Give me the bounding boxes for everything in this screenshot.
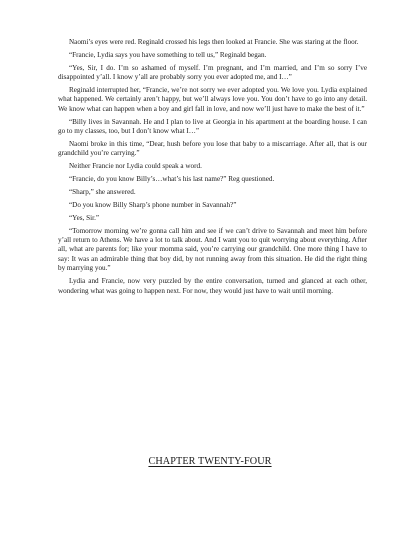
body-text (58, 38, 367, 296)
paragraph: “Francie, do you know Billy’s…what’s his last name?” Reg questioned. (69, 175, 275, 184)
paragraph: “Yes, Sir.” (69, 213, 100, 222)
paragraph: Naomi’s eyes were red. Reginald crossed his legs then looked at Francie. She was staring at the floor. (69, 38, 359, 46)
paragraph: “Yes, Sir, I do. I’m so ashamed of myself. I’m pregnant, and I’m married, and I’m so sorry I’ve disappointed y’all. I know y’all are probably sorry you ever adopted me, and I…” (58, 63, 367, 82)
paragraph: Naomi broke in this time, “Dear, hush before you lose that baby to a miscarriage. After all, that is our grandchild you’re carrying.” (58, 140, 367, 158)
chapter-heading: CHAPTER TWENTY-FOUR (148, 456, 272, 467)
paragraph: “Do you know Billy Sharp’s phone number in Savannah?” (69, 200, 237, 209)
paragraph: Neither Francie nor Lydia could speak a word. (69, 162, 202, 171)
paragraph: “Francie, Lydia says you have something to tell us,” Reginald began. (69, 50, 267, 59)
paragraph: Reginald interrupted her, “Francie, we’re not sorry we ever adopted you. We love you. Lydia explained what happened. We certainly aren’t happy, but we’ll always love you. You don’t have to go into any detail. We know what can happen when a boy and girl fall in love, and now we’ll just have to make the best of it.” (58, 85, 367, 113)
paragraph: “Tomorrow morning we’re gonna call him and see if we can’t drive to Savannah and meet him before y’all return to Athens. We have a lot to talk about. And I want you to quit worrying about everything. After all, what are parents for; like your momma said, you’re carrying our grandchild. One more thing I have to say: It was an admirable thing that boy did, by not running away from this situation. He did the right thing by marrying you.” (58, 226, 367, 273)
paragraph: “Billy lives in Savannah. He and I plan to live at Georgia in his apartment at the boarding house. I can go to my classes, too, but I don’t know what I…” (58, 117, 367, 136)
paragraph: “Sharp,” she answered. (69, 188, 136, 197)
paragraph: Lydia and Francie, now very puzzled by the entire conversation, turned and glanced at each other, wondering what was going to happen next. For now, they would just have to wait until morning. (58, 277, 367, 295)
